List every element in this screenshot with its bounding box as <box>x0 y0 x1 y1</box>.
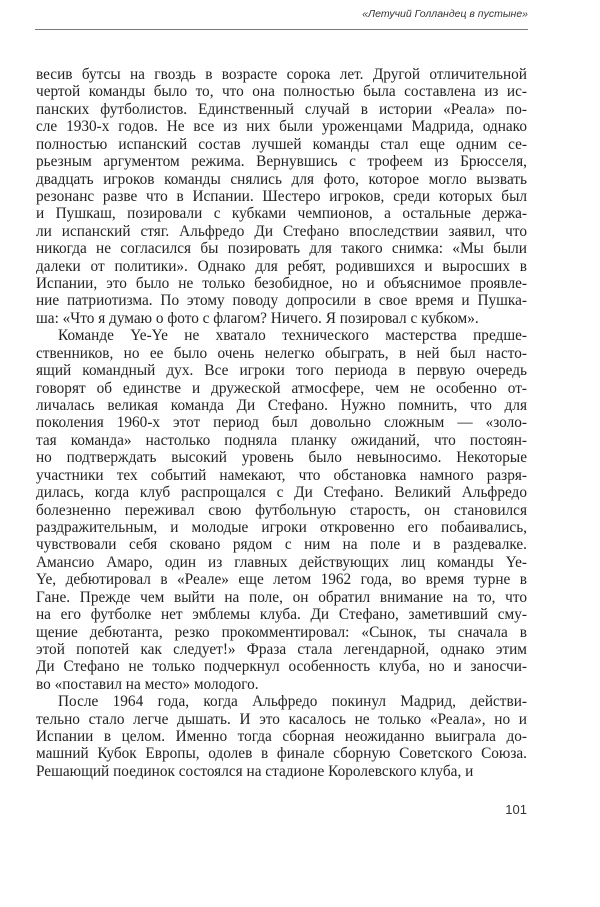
text-line: Команде Ye-Ye не хватало технического мастерства предше- <box>58 327 527 345</box>
text-line: раздражительным, и молодые игроки откровенно его побаивались, <box>36 518 527 536</box>
text-line: но подтверждать высокий уровень было невыносимо. Некоторые <box>36 449 527 467</box>
paragraph <box>36 693 527 780</box>
text-line: После 1964 года, когда Альфредо покинул Мадрид, действи- <box>58 693 527 711</box>
text-line: резонанс разве что в Испании. Шестеро игроков, среди которых был <box>36 187 527 205</box>
text-line: щение дебютанта, резко прокомментировал: «Сынок, ты сначала в <box>36 623 527 641</box>
text-line: далеки от политики». Однако для ребят, родившихся и выросших в <box>36 257 527 275</box>
text-line: ли испанский стяг. Альфредо Ди Стефано впоследствии заявил, что <box>36 222 527 240</box>
text-line: Испании в целом. Именно тогда сборная неожиданно выиграла до- <box>36 728 527 746</box>
text-line: никогда не согласился бы позировать для такого снимка: «Мы были <box>36 240 527 258</box>
header-rule <box>35 29 528 30</box>
text-line: Гане. Прежде чем выйти на поле, он обратил внимание на то, что <box>36 588 527 606</box>
text-line: тая команда» настолько подняла планку ожиданий, что постоян- <box>36 431 527 449</box>
text-line: поколения 1960-х этот период был довольно сложным — «золо- <box>36 414 527 432</box>
text-line: во «поставил на место» молодого. <box>36 675 259 693</box>
text-line: весив бутсы на гвоздь в возрасте сорока лет. Другой отличительной <box>36 66 527 83</box>
text-line: ственников, но ее было очень нелегко обыграть, в ней был насто- <box>36 344 527 362</box>
text-line: этой попотей как следует!» Фраза стала легендарной, однако этим <box>36 640 527 658</box>
text-line: и Пушкаш, позировали с кубками чемпионов, а остальные держа- <box>36 205 527 223</box>
text-line: ша: «Что я думаю о фото с флагом? Ничего. Я позировал с кубком». <box>36 309 479 327</box>
text-line: сле 1930-х годов. Не все из них были уроженцами Мадрида, однако <box>36 118 527 136</box>
text-line: тельно стало легче дышать. И это касалось не только «Реала», но и <box>36 710 527 728</box>
text-line: дилась, когда клуб распрощался с Ди Стефано. Великий Альфредо <box>36 484 527 502</box>
paragraph <box>36 327 527 693</box>
text-line: Ди Стефано не только подчеркнул особенность клуба, но и заносчи- <box>36 658 527 676</box>
text-line: говорят об единстве и дружеской атмосфере, чем не особенно от- <box>36 379 527 397</box>
running-head: «Летучий Голландец в пустыне» <box>362 8 528 20</box>
text-line: Ye, дебютировал в «Реале» еще летом 1962 года, во время турне в <box>36 571 527 589</box>
text-line: панских футболистов. Единственный случай в истории «Реала» по- <box>36 100 527 118</box>
text-line: Решающий поединок состоялся на стадионе Королевского клуба, и <box>36 762 474 780</box>
text-line: чертой команды было то, что она полностью была составлена из ис- <box>36 83 527 101</box>
text-line: рьезным аргументом режима. Вернувшись с трофеем из Брюсселя, <box>36 153 527 171</box>
text-line: полностью испанский состав лучшей команды стал еще одним се- <box>36 135 527 153</box>
text-line: двадцать игроков команды снялись для фото, которое могло вызвать <box>36 170 527 188</box>
text-line: Испании, это было не только безобидное, но и объяснимое проявле- <box>36 275 527 293</box>
text-line: на его футболке нет эмблемы клуба. Ди Стефано, заметивший сму- <box>36 606 527 624</box>
text-line: чувствовали себя сковано рядом с ним на поле и в раздевалке. <box>36 536 527 554</box>
text-line: болезненно переживал свою футбольную старость, он становился <box>36 501 527 519</box>
text-line: ящий командный дух. Все игроки того периода в первую очередь <box>36 362 527 380</box>
body-text <box>36 66 527 780</box>
paragraph <box>36 66 527 327</box>
text-line: участники тех событий намекают, что обстановка намного разря- <box>36 466 527 484</box>
text-line: личалась великая команда Ди Стефано. Нужно помнить, что для <box>36 397 527 415</box>
text-line: машний Кубок Европы, одолев в финале сборную Советского Союза. <box>36 745 527 763</box>
page-number: 101 <box>505 802 527 817</box>
text-line: ние патриотизма. По этому поводу допросили в свое время и Пушка- <box>36 292 527 310</box>
text-line: Амансио Амаро, один из главных действующих лиц команды Ye- <box>36 553 527 571</box>
